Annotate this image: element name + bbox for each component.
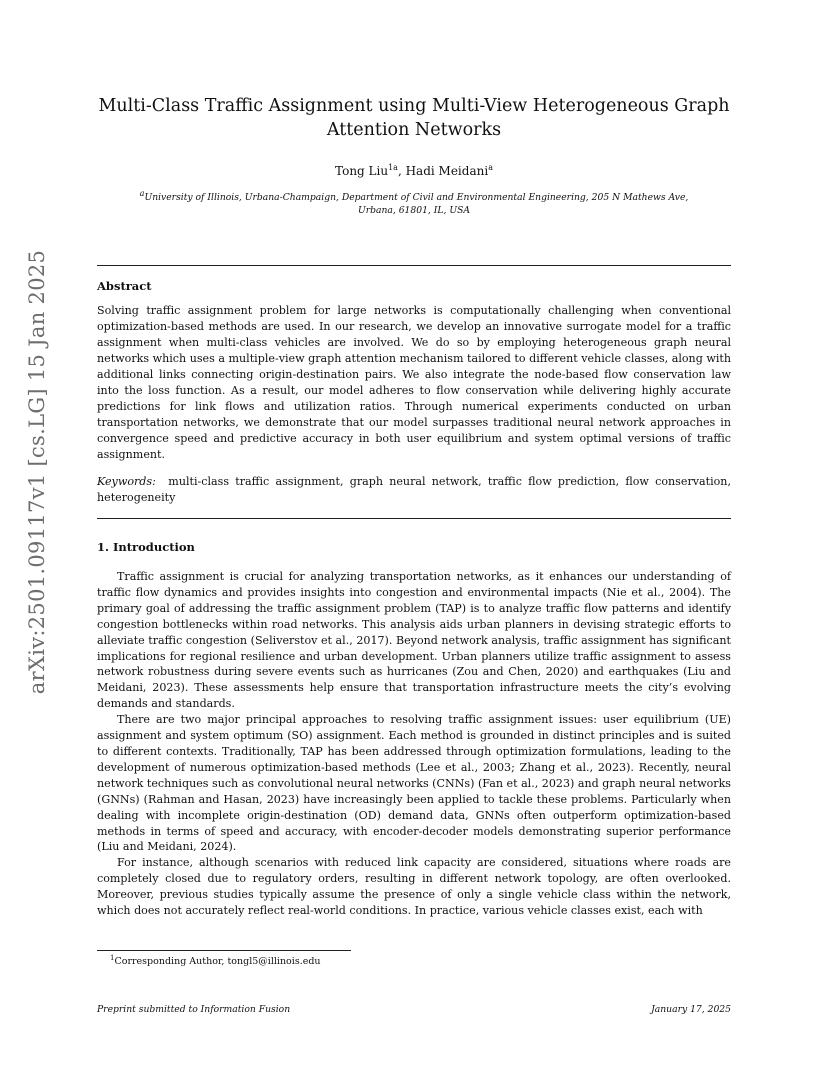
footer-date: January 17, 2025 — [651, 1004, 731, 1015]
author-superscript: a — [488, 163, 493, 172]
keywords-text: multi-class traffic assignment, graph neural network, traffic flow prediction, flow conservation, heterogeneity — [97, 475, 731, 504]
footnote — [110, 955, 321, 968]
introduction-body — [97, 569, 731, 919]
paragraph: Traffic assignment is crucial for analyzing transportation networks, as it enhances our understanding of traffic flow dynamics and provides insights into congestion and environmental impacts (Nie et al., 2004). The primary goal of addressing the traffic assignment problem (TAP) is to analyze traffic flow patterns and identify congestion bottlenecks within road networks. This analysis aids urban planners in devising strategic efforts to alleviate traffic congestion (Seliverstov et al., 2017). Beyond network analysis, traffic assignment has significant implications for regional resilience and urban development. Urban planners utilize traffic assignment to assess network robustness during severe events such as hurricanes (Zou and Chen, 2020) and earthquakes (Liu and Meidani, 2023). These assessments help ensure that transportation infrastructure meets the city’s evolving demands and standards. — [97, 570, 731, 711]
paragraph: For instance, although scenarios with reduced link capacity are considered, situations where roads are completely closed due to regulatory orders, resulting in different network topology, are often overlooked. Moreover, previous studies typically assume the presence of only a single vehicle class within the network, which does not accurately reflect real-world conditions. In practice, various vehicle classes exist, each with — [97, 856, 731, 918]
author-superscript: 1a — [388, 163, 398, 172]
affiliation — [120, 188, 708, 217]
abstract-heading: Abstract — [97, 279, 152, 293]
author-name: Tong Liu — [335, 164, 389, 178]
footnote-divider — [97, 950, 351, 951]
footnote-text: Corresponding Author, tongl5@illinois.edu — [114, 956, 321, 967]
paper-title: Multi-Class Traffic Assignment using Multi-View Heterogeneous Graph Attention Networks — [98, 96, 730, 140]
footnote-marker: 1 — [110, 953, 115, 962]
top-divider — [97, 265, 731, 266]
section-heading: 1. Introduction — [97, 540, 195, 554]
keywords-label: Keywords: — [97, 475, 156, 488]
affiliation-text: University of Illinois, Urbana-Champaign, Department of Civil and Environmental Engineering, 205 N Mathews Ave, Urbana, 61801, IL, USA — [144, 192, 689, 216]
arxiv-identifier: arXiv:2501.09117v1 [cs.LG] 15 Jan 2025 — [25, 249, 49, 695]
author-separator: , — [397, 164, 406, 178]
author-name: Hadi Meidani — [405, 164, 489, 178]
paragraph: There are two major principal approaches to resolving traffic assignment issues: user equilibrium (UE) assignment and system optimum (SO) assignment. Each method is grounded in distinct principles and is suited to different contexts. Traditionally, TAP has been addressed through optimization formulations, leading to the development of numerous optimization-based methods (Lee et al., 2003; Zhang et al., 2023). Recently, neural network techniques such as convolutional neural networks (CNNs) (Fan et al., 2023) and graph neural networks (GNNs) (Rahman and Hasan, 2023) have increasingly been applied to tackle these problems. Particularly when dealing with incomplete origin-destination (OD) demand data, GNNs often outperform optimization-based methods in terms of speed and accuracy, with encoder-decoder models demonstrating superior performance (Liu and Meidani, 2024). — [97, 713, 731, 854]
footer-preprint-note: Preprint submitted to Information Fusion — [97, 1004, 291, 1015]
abstract-text: Solving traffic assignment problem for large networks is computationally challenging when conventional optimization-based methods are used. In our research, we develop an innovative surrogate model for a traffic assignment when multi-class vehicles are involved. We do so by employing heterogeneous graph neural networks which uses a multiple-view graph attention mechanism tailored to different vehicle classes, along with additional links connecting origin-destination pairs. We also integrate the node-based flow conservation law into the loss function. As a result, our model adheres to flow conservation while delivering highly accurate predictions for link flows and utilization ratios. Through numerical experiments conducted on urban transportation networks, we demonstrate that our model surpasses traditional neural network approaches in convergence speed and predictive accuracy in both user equilibrium and system optimal versions of traffic assignment. — [97, 304, 731, 461]
bottom-divider — [97, 518, 731, 519]
keywords — [97, 474, 731, 506]
author-list — [97, 163, 731, 179]
affiliation-superscript: a — [139, 188, 145, 198]
